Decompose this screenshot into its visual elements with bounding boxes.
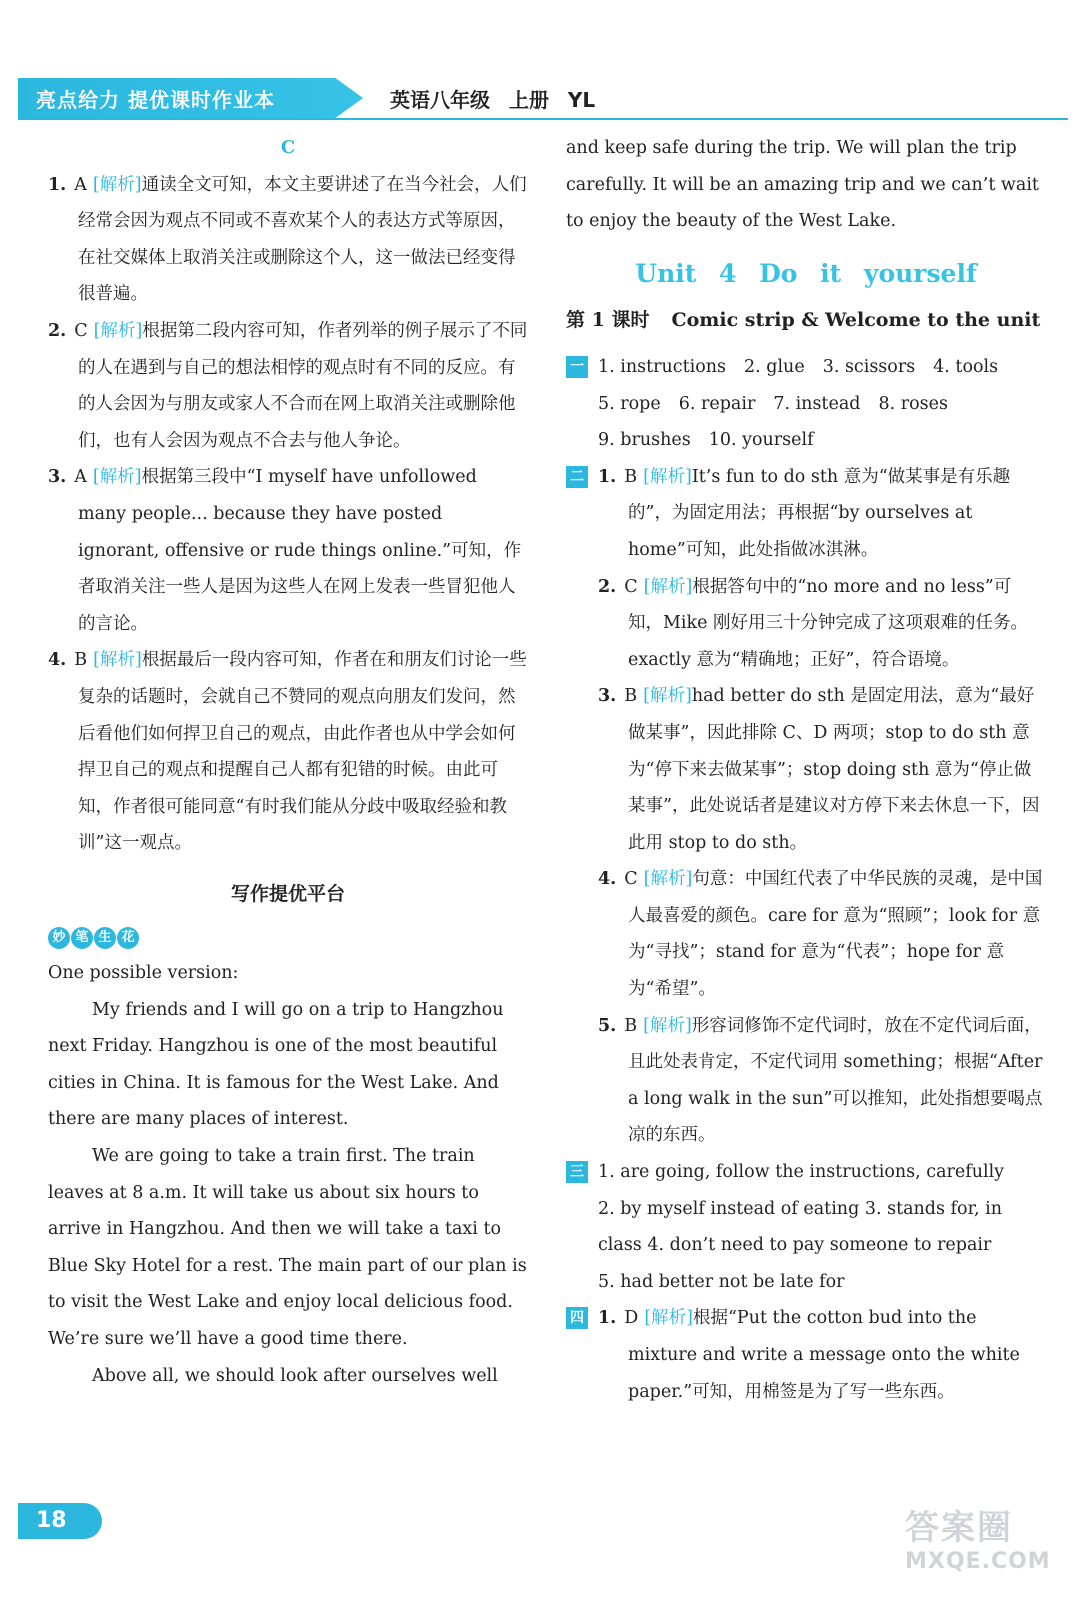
fill-answer-line: 5. had better not be late for [598,1271,845,1292]
page-header [18,78,1068,118]
word-answer: 9. brushes [598,430,691,451]
header-brand: 亮点给力 提优课时作业本 [36,88,275,112]
answer-item [48,313,528,459]
word-answer: 4. tools [933,356,999,377]
analysis-text: 根据“Put the cotton bud into the mixture and write a message onto the white paper.”可知，用棉签是为了写一些东西。 [628,1308,1020,1402]
writing-badge [48,918,528,955]
question-number: 3. [598,686,617,707]
analysis-text: 根据第二段内容可知，作者列举的例子展示了不同的人在遇到与自己的想法相悖的观点时有不同的反应。有的人会因为与朋友或家人不合而在网上取消关注或删除他们，也有人会因为观点不合去与他人争论。 [78,320,528,451]
lesson-name: Comic strip & Welcome to the unit [671,309,1041,332]
part-marker: 二 [566,466,588,488]
question-number: 5. [598,1015,617,1036]
unit-title: Unit 4 Do it yourself [635,258,977,288]
word-answer: 10. yourself [708,430,814,451]
word-answer: 3. scissors [822,356,916,377]
header-rule [18,118,1068,120]
fill-answer-line: 2. by myself instead of eating 3. stands for, in class 4. don’t need to pay someone to repair [598,1198,1003,1256]
analysis-tag: [解析] [643,576,693,597]
answer-letter: B [74,650,88,671]
question-number: 1. [598,1308,617,1329]
answer-letter: B [624,686,638,707]
analysis-tag: [解析] [643,466,692,487]
right-column [566,130,1046,1410]
word-answer: 2. glue [744,356,805,377]
question-number: 2. [598,576,617,597]
answer-item [598,1300,1046,1410]
answer-item [48,642,528,862]
answer-letter: A [74,174,87,195]
answer-letter: B [624,1015,638,1036]
word-answer: 5. rope [598,393,661,414]
analysis-text: 根据最后一段内容可知，作者在和朋友们讨论一些复杂的话题时，会就自己不赞同的观点向朋友们发问，然后看他们如何捍卫自己的观点，由此作者也从中学会如何捍卫自己的观点和提醒自己人都有犯错的时候。由此可知，作者很可能同意“有时我们能从分歧中吸取经验和教训”这一观点。 [78,650,527,854]
analysis-tag: [解析] [643,1015,692,1036]
analysis-text: It’s fun to do sth 意为“做某事是有乐趣的”，为固定用法；再根据“by ourselves at home”可知，此处指做冰淇淋。 [628,466,1011,560]
answer-item [48,167,528,313]
essay-paragraph: My friends and I will go on a trip to Hangzhou next Friday. Hangzhou is one of the most beautiful cities in China. It is famous for the West Lake. And there are many places of interest. [48,999,504,1130]
watermark-logo-text: 答案圈 [905,1508,1013,1548]
essay-intro: One possible version: [48,963,239,984]
badge-char: 笔 [71,927,93,949]
lesson-number: 第 1 课时 [566,309,650,332]
analysis-tag: [解析] [92,174,142,195]
word-answer: 8. roses [878,393,948,414]
analysis-text: 根据答句中的“no more and no less”可知，Mike 刚好用三十分钟完成了这项艰难的任务。exactly 意为“精确地；正好”，符合语境。 [628,576,1029,670]
watermark-url: MXQE.COM [905,1549,1051,1574]
answer-letter: B [624,466,638,487]
part-four [566,1300,1046,1410]
answer-item [598,1008,1046,1154]
badge-char: 妙 [48,927,70,949]
essay-paragraph: Above all, we should look after ourselves well [92,1365,498,1386]
analysis-text: 通读全文可知，本文主要讲述了在当今社会，人们经常会因为观点不同或不喜欢某个人的表达方式等原因，在社交媒体上取消关注或删除这个人，这一做法已经变得很普遍。 [78,174,527,305]
answer-letter: A [74,467,87,488]
word-answer: 6. repair [678,393,756,414]
left-column [48,130,528,1394]
answer-letter: C [624,576,638,597]
question-number: 2. [48,320,67,341]
section-c-title: C [280,137,296,158]
answer-item [48,459,528,642]
question-number: 1. [48,174,67,195]
part-two [566,459,1046,1154]
part-three [566,1154,1046,1300]
analysis-tag: [解析] [93,650,142,671]
page-number: 18 [18,1503,102,1539]
analysis-text: had better do sth 是固定用法，意为“最好做某事”，因此排除 C、D 两项；stop to do sth 意为“停下来去做某事”；stop doing sth 意为“停止做某事”，此处说话者是建议对方停下来去休息一下，因此用 stop to do sth。 [628,686,1040,853]
question-number: 3. [48,467,67,488]
analysis-text: 句意：中国红代表了中华民族的灵魂，是中国人最喜爱的颜色。care for 意为“照顾”；look for 意为“寻找”；stand for 意为“代表”；hope for 意为“希望”。 [628,869,1043,1000]
answer-letter: C [624,869,638,890]
header-subject: 英语八年级 上册 YL [390,88,596,112]
analysis-tag: [解析] [93,320,143,341]
essay-continuation: and keep safe during the trip. We will plan the trip carefully. It will be an amazing trip and we can’t wait to enjoy the beauty of the West Lake. [566,138,1039,232]
answer-item [598,459,1046,569]
analysis-tag: [解析] [643,686,692,707]
badge-char: 生 [94,927,116,949]
analysis-text: 根据第三段中“I myself have unfollowed many people... because they have posted ignorant, offensive or rude things online.”可知，作者取消关注一些人是因为这些人在网上发表一些冒犯他人的言论。 [78,467,522,634]
analysis-text: 形容词修饰不定代词时，放在不定代词后面，且此处表肯定，不定代词用 something；根据“After a long walk in the sun”可以推知，此处指想要喝点凉的东西。 [628,1015,1043,1146]
question-number: 4. [598,869,617,890]
part-one [566,349,1046,459]
analysis-tag: [解析] [644,1308,693,1329]
part-marker: 四 [566,1307,588,1329]
part-marker: 一 [566,356,588,378]
fill-answer-line: 1. are going, follow the instructions, carefully [598,1162,1005,1183]
word-answer: 7. instead [773,393,861,414]
answer-item [598,861,1046,1007]
badge-char: 花 [117,927,139,949]
answer-item [598,569,1046,679]
question-number: 4. [48,650,67,671]
answer-item [598,678,1046,861]
analysis-tag: [解析] [92,467,142,488]
question-number: 1. [598,466,617,487]
watermark [905,1500,1065,1590]
part-marker: 三 [566,1161,588,1183]
lesson-heading [566,302,1046,339]
writing-section-title: 写作提优平台 [230,882,345,905]
answer-letter: D [624,1308,639,1329]
essay-paragraph: We are going to take a train first. The train leaves at 8 a.m. It will take us about six hours to arrive in Hangzhou. And then we will take a taxi to Blue Sky Hotel for a rest. The main part of our plan is to visit the West Lake and enjoy local delicious food. We’re sure we’ll have a good time there. [48,1146,527,1349]
answer-letter: C [74,320,88,341]
word-answers [598,349,1046,459]
word-answer: 1. instructions [598,356,726,377]
analysis-tag: [解析] [643,869,693,890]
